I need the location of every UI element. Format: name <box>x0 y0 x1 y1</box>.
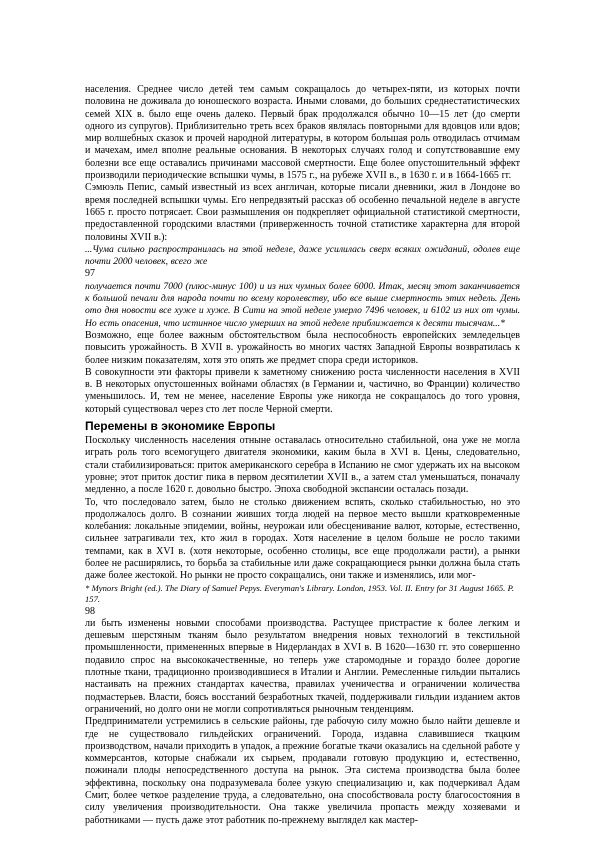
diary-quote: ...Чума сильно распространилась на этой неделе, даже усилилась сверх всяких ожиданий, одолев еще почти 2000 человек, всего же <box>85 243 520 268</box>
footnote: * Mynors Bright (ed.). The Diary of Samuel Pepys. Everyman's Library. London, 1953. Vol. II. Entry for 31 August 1665. P. 157. <box>85 582 514 605</box>
diary-quote: получается почти 7000 (плюс-минус 100) и из них чумных более 6000. Итак, месяц этот заканчивается к большой печали для народа почти по всему королевству, ибо все выше смертность этих недель. День ото дня новости все хуже и хуже. В Сити на этой неделе умерло 7496 человек, и 6102 из них от чумы. Но есть опасения, что истинное число умерших на этой неделе приближается к десяти тысячам...* <box>85 280 520 329</box>
section-heading: Перемены в экономике Европы <box>85 419 276 434</box>
page-number: 98 <box>85 605 95 617</box>
body-paragraph: Предприниматели устремились в сельские районы, где рабочую силу можно было найти дешевле и где не существовало гильдейских ограничений. Города, издавна славившиеся ткацким производством, начали приходить в упадок, а прежние богатые ткачи оказались на сдельной работе у коммерсантов, которые снабжали их сырьем, продавали готовую продукцию и, естественно, пожинали плоды непосредственного доступа на рынок. Эта система производства была более эффективна, поскольку она подразумевала более узкую специализацию и, как подчеркивал Адам Смит, более четкое разделение труда, а следовательно, она способствовала росту благосостояния в силу увеличения производительности. Она также увеличила пропасть между хозяевами и работниками — пусть даже этот работник по-прежнему выглядел как мастер- <box>85 716 520 826</box>
body-paragraph: населения. Среднее число детей тем самым сокращалось до четырех-пяти, из которых почти половина не доживала до юношеского возраста. Иными словами, до больших среднестатистических семей XIX в. было еще очень далеко. Первый брак продолжался обычно 10—15 лет (до смерти одного из супругов). Приблизительно треть всех браков являлась повторными для вдовцов или вдов; мир волшебных сказок и прочей народной литературы, в котором большая роль отводилась отчимам и мачехам, имел вполне реальные основания. В некоторых случаях голод и сопутствовавшие ему болезни все еще оставались причинами массовой смертности. Еще более опустошительный эффект производили периодические вспышки чумы, в 1575 г., на рубеже XVII в., в 1630 г. и в 1664-1665 гг. <box>85 84 520 182</box>
page-text <box>85 84 520 827</box>
page-number: 97 <box>85 268 95 280</box>
body-paragraph: В совокупности эти факторы привели к заметному снижению роста численности населения в XVII в. В некоторых опустошенных войнами областях (в Германии и, частично, во Франции) количество уменьшилось. И, тем не менее, население Европы уже никогда не сокращалось до того уровня, который существовал через сто лет после Черной смерти. <box>85 366 520 415</box>
body-paragraph: Возможно, еще более важным обстоятельством была неспособность европейских земледельцев повысить урожайность. В XVII в. урожайность во многих частях Западной Европы возвратилась к более низким показателям, хотя это опять же предмет спора среди историков. <box>85 329 520 366</box>
body-paragraph: Поскольку численность населения отныне оставалась относительно стабильной, она уже не могла играть роль того всемогущего двигателя экономики, каким была в XVI в. Цены, следовательно, стали стабилизироваться: приток американского серебра в Испанию не смог удержать их на высоком уровне; этот приток достиг пика в первом десятилетии XVII в., а затем стал уменьшаться, поначалу медленно, а после 1620 г. довольно быстро. Эпоха свободной экспансии осталась позади. <box>85 435 520 496</box>
body-paragraph: Сэмюэль Пепис, самый известный из всех англичан, которые писали дневники, жил в Лондоне во время последней вспышки чумы. Его непредвзятый рассказ об особенно печальной неделе в августе 1665 г. просто потрясает. Свои размышления он подкрепляет официальной статистикой смертности, предоставленной городскими властями (приверженность точной статистике характерна для второй половины XVII в.): <box>85 182 520 243</box>
body-paragraph: ли быть изменены новыми способами производства. Растущее пристрастие к более легким и дешевым шерстяным тканям было результатом внедрения новых технологий в текстильной промышленности, примененных впервые в Нидерландах в XVI в. В 1620—1630 гг. это совершенно подавило спрос на высококачественные, но теперь уже старомодные и гораздо более дорогие плотные ткани, традиционно производившиеся в Италии и Англии. Ремесленные гильдии пытались настаивать на прежних стандартах качества, правилах ученичества и ограничении количества подмастерьев. Власти, боясь восстаний безработных ткачей, поддерживали гильдии изданием актов ограничений, но долго они не могли сопротивляться рыночным тенденциям. <box>85 617 520 715</box>
body-paragraph: То, что последовало затем, было не столько движением вспять, сколько стабильностью, но это продолжалось долго. В сознании живших тогда людей на первое место вышли кратковременные колебания: локальные эпидемии, войны, неурожаи или обесценивание валют, которые, естественно, сильнее затрагивали тех, кто жил в городах. Хотя население в целом больше не росло такими темпами, как в XVI в. (хотя некоторые, особенно столицы, все еще продолжали расти), а рынки более не расширялись, то борьба за стабильные или даже сокращающиеся рынки должна была стать даже более жестокой. Но рынки не просто сокращались, они также и изменялись, или мог- <box>85 496 520 582</box>
